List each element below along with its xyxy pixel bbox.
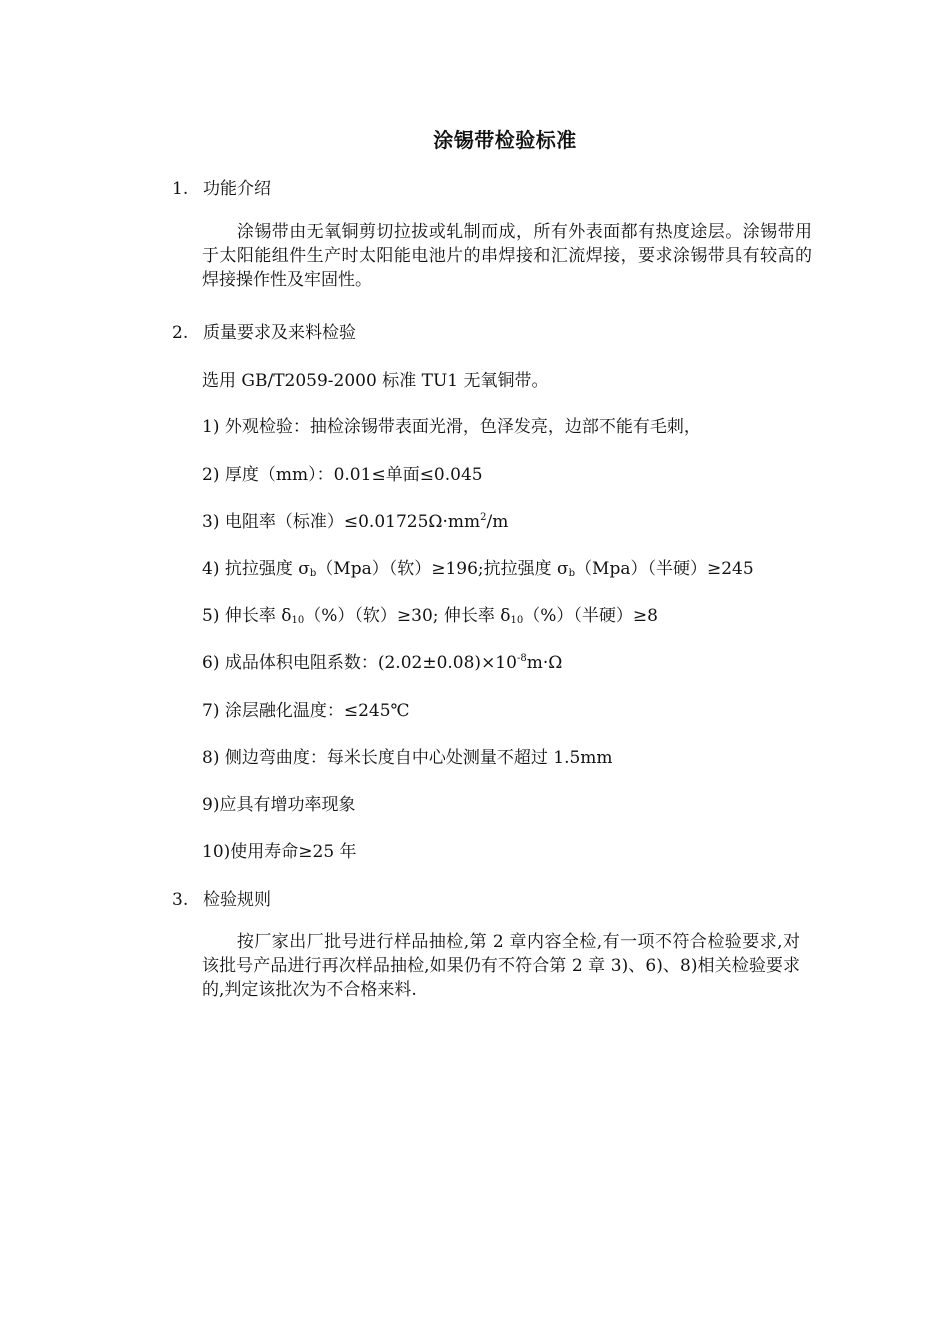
requirement-item-5 <box>202 601 658 626</box>
requirement-item-1: 1) 外观检验：抽检涂锡带表面光滑，色泽发亮，边部不能有毛刺， <box>202 417 701 437</box>
section-3-heading <box>172 885 271 910</box>
section-3-text: 按厂家出厂批号进行样品抽检,第 2 章内容全检,有一项不符合检验要求,对该批号产品进行再次样品抽检,如果仍有不符合第 2 章 3)、6)、8)相关检验要求的,判定该批次为不合格来料. <box>202 932 800 1000</box>
section-1-number: 1. <box>172 179 189 199</box>
section-1-indent <box>202 222 237 242</box>
section-3-paragraph <box>202 930 800 1002</box>
item-5-text-c: （%）（半硬）≥8 <box>523 606 658 626</box>
item-5-subscript-1: 10 <box>291 615 305 626</box>
requirement-item-7: 7) 涂层融化温度：≤245℃ <box>202 701 410 721</box>
section-2-intro: 选用 GB/T2059-2000 标准 TU1 无氧铜带。 <box>202 371 549 391</box>
requirement-item-3 <box>202 507 508 532</box>
item-5-text-a: 5) 伸长率 δ <box>202 606 292 626</box>
requirement-item-2: 2) 厚度（mm）：0.01≤单面≤0.045 <box>202 465 483 485</box>
section-3-indent <box>202 932 237 952</box>
section-3-title: 检验规则 <box>203 890 271 910</box>
section-2-number: 2. <box>172 323 189 343</box>
item-6-text-b: m·Ω <box>526 653 563 673</box>
item-5-text-b: （%）（软）≥30; 伸长率 δ <box>304 606 511 626</box>
item-4-text-b: （Mpa）（软）≥196;抗拉强度 σ <box>316 559 569 579</box>
section-1-text: 涂锡带由无氧铜剪切拉拔或轧制而成，所有外表面都有热度途层。涂锡带用于太阳能组件生产时太阳能电池片的串焊接和汇流焊接，要求涂锡带具有较高的焊接操作性及牢固性。 <box>202 222 813 290</box>
requirement-item-6 <box>202 648 562 673</box>
item-4-text-c: （Mpa）（半硬）≥245 <box>575 559 754 579</box>
section-1-paragraph <box>202 220 812 292</box>
requirement-item-8: 8) 侧边弯曲度：每米长度自中心处测量不超过 1.5mm <box>202 748 613 768</box>
item-6-text-a: 6) 成品体积电阻系数：(2.02±0.08)×10 <box>202 653 517 673</box>
requirement-item-4 <box>202 554 754 579</box>
section-1-title: 功能介绍 <box>203 179 271 199</box>
item-3-superscript: 2 <box>480 512 487 523</box>
requirement-item-9: 9)应具有增功率现象 <box>202 795 356 815</box>
section-2-title: 质量要求及来料检验 <box>203 323 356 343</box>
item-3-unit: /m <box>486 512 509 532</box>
section-1-heading <box>172 174 271 199</box>
item-4-subscript-2: b <box>568 568 576 579</box>
section-2-heading <box>172 318 356 343</box>
document-title: 涂锡带检验标准 <box>433 128 577 152</box>
item-4-text-a: 4) 抗拉强度 σ <box>202 559 310 579</box>
section-3-number: 3. <box>172 890 189 910</box>
item-6-superscript: -8 <box>516 653 527 664</box>
item-3-text: 3) 电阻率（标准）≤0.01725Ω·mm <box>202 512 481 532</box>
item-5-subscript-2: 10 <box>510 615 524 626</box>
requirement-item-10: 10)使用寿命≥25 年 <box>202 842 357 862</box>
item-4-subscript-1: b <box>309 568 317 579</box>
